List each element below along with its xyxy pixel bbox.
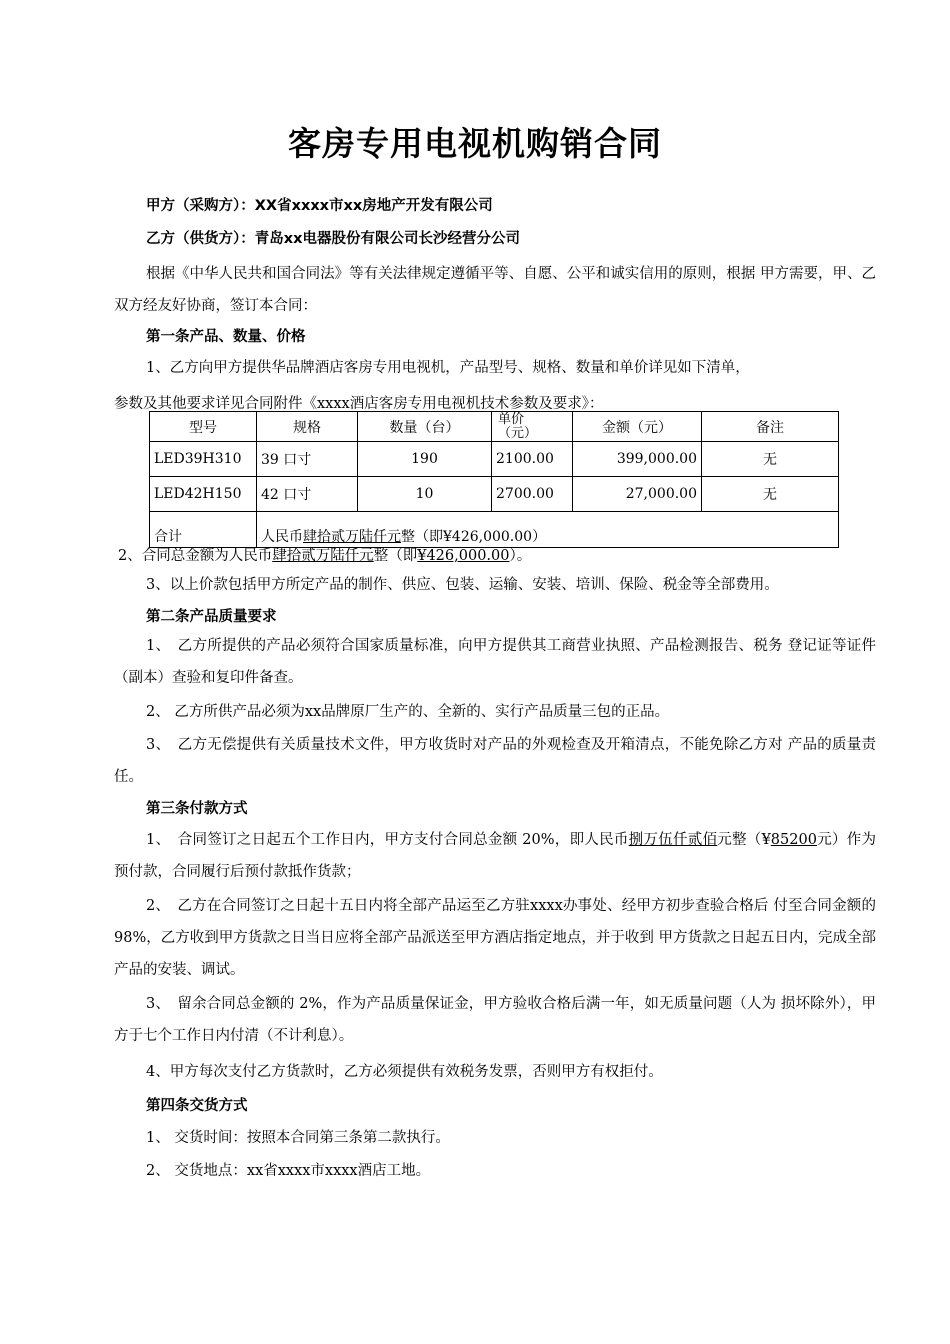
article-1-item-1-line-1: 1、乙方向甲方提供华品牌酒店客房专用电视机，产品型号、规格、数量和单价详见如下清单， (146, 360, 750, 376)
article-3-item-4: 4、甲方每次支付乙方货款时，乙方必须提供有效税务发票，否则甲方有权拒付。 (146, 1064, 663, 1080)
article-2-item-2: 2、 乙方所供产品必须为xx品牌原厂生产的、全新的、实行产品质量三包的正品。 (146, 704, 670, 720)
cell-note: 无 (702, 442, 839, 477)
cell-total-label: 合计 (150, 512, 257, 548)
header-unit-price (492, 412, 573, 442)
article-2-item-3: 3、 乙方无偿提供有关质量技术文件，甲方收货时对产品的外观检查及开箱清点，不能免除乙方对 产品的质量责任。 (114, 737, 876, 785)
item-2-prefix: 2、合同总金额为人民币 (118, 548, 273, 564)
article-3-heading: 第三条付款方式 (146, 801, 248, 817)
header-amount: 金额（元） (573, 412, 702, 442)
item-1-amount-words: 捌万伍仟贰佰 (628, 832, 718, 848)
cell-note: 无 (702, 477, 839, 512)
cell-quantity: 190 (358, 442, 492, 477)
cell-unit-price: 2100.00 (492, 442, 573, 477)
item-2-amount: ¥426,000.00 (417, 548, 510, 564)
cell-spec: 42 口寸 (257, 477, 358, 512)
item-1-text-c: 元）作为预付款，合同履行后预付款抵作货款； (114, 832, 877, 880)
header-spec: 规格 (257, 412, 358, 442)
article-4-item-2: 2、 交货地点：xx省xxxx市xxxx酒店工地。 (146, 1163, 431, 1179)
cell-quantity: 10 (358, 477, 492, 512)
header-note: 备注 (702, 412, 839, 442)
article-4-heading: 第四条交货方式 (146, 1098, 248, 1114)
header-quantity: 数量（台） (358, 412, 492, 442)
party-a: 甲方（采购方）：XX省xxxx市xx房地产开发有限公司 (146, 198, 493, 214)
table-total-row (150, 512, 839, 548)
table-row (150, 442, 839, 477)
cell-amount: 399,000.00 (573, 442, 702, 477)
table-header-row (150, 412, 839, 442)
item-1-text-b: 元整（¥ (717, 832, 771, 848)
item-2-mid: 整（即 (373, 548, 418, 564)
table-row (150, 477, 839, 512)
article-2-item-1: 1、 乙方所提供的产品必须符合国家质量标准，向甲方提供其工商营业执照、产品检测报告、税务 登记证等证件（副本）查验和复印件备查。 (114, 638, 876, 686)
party-b: 乙方（供货方）：青岛xx电器股份有限公司长沙经营分公司 (146, 231, 520, 247)
cell-unit-price: 2700.00 (492, 477, 573, 512)
preamble-paragraph: 根据《中华人民共和国合同法》等有关法律规定遵循平等、自愿、公平和诚实信用的原则，根据 甲方需要，甲、乙双方经友好协商，签订本合同： (114, 266, 876, 314)
total-amount-figure: 整（即¥426,000.00） (401, 529, 547, 545)
article-1-heading: 第一条产品、数量、价格 (146, 329, 306, 345)
item-1-text-a: 1、 合同签订之日起五个工作日内，甲方支付合同总金额 20%，即人民币 (146, 832, 629, 848)
header-model: 型号 (150, 412, 257, 442)
header-unit-price-line-1: 单价 (498, 411, 525, 427)
article-1-item-3: 3、以上价款包括甲方所定产品的制作、供应、包装、运输、安装、培训、保险、税金等全部费用。 (146, 577, 779, 593)
cell-total-value (257, 512, 839, 548)
article-1-item-2 (118, 544, 531, 565)
header-unit-price-line-2: （元） (498, 425, 538, 441)
article-3-item-3: 3、 留余合同总金额的 2%，作为产品质量保证金，甲方验收合格后满一年，如无质量问题（人为 损坏除外），甲方于七个工作日内付清（不计利息）。 (114, 996, 876, 1044)
item-2-amount-words: 肆拾贰万陆仟元 (272, 548, 374, 564)
cell-amount: 27,000.00 (573, 477, 702, 512)
total-amount-words: 肆拾贰万陆仟元 (303, 529, 401, 545)
item-2-end: ）。 (509, 548, 532, 564)
total-prefix: 人民币 (261, 529, 303, 545)
article-2-heading: 第二条产品质量要求 (146, 609, 277, 625)
cell-model: LED39H310 (150, 442, 257, 477)
document-title: 客房专用电视机购销合同 (288, 124, 662, 163)
article-3-item-2: 2、 乙方在合同签订之日起十五日内将全部产品运至乙方驻xxxx办事处、经甲方初步查验合格后 付至合同金额的98%，乙方收到甲方货款之日当日应将全部产品派送至甲方酒店指定地点，并于收到 甲方货款之日起五日内，完成全部产品的安装、调试。 (114, 898, 876, 978)
cell-model: LED42H150 (150, 477, 257, 512)
article-4-item-1: 1、 交货时间：按照本合同第三条第二款执行。 (146, 1130, 450, 1146)
article-3-item-1 (114, 824, 876, 888)
product-price-table (149, 411, 839, 548)
article-1-item-1-line-2: 参数及其他要求详见合同附件《xxxx酒店客房专用电视机技术参数及要求》： (114, 396, 604, 412)
item-1-amount: 85200 (770, 832, 817, 848)
cell-spec: 39 口寸 (257, 442, 358, 477)
